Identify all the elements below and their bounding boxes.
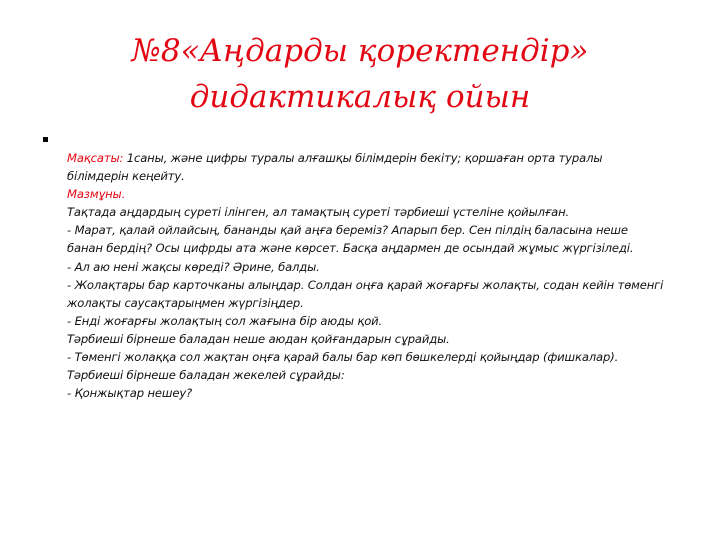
paragraph: Тәрбиеші бірнеше баладан жекелей сұрайды: bbox=[67, 368, 345, 383]
paragraph: - Марат, қалай ойлайсың, бананды қай аңға береміз? Апарып бер. Сен пілдің баласына неше банан бердің? Осы цифрды ата және көрсет. Басқа аңдармен де осындай жұмыс жүргізіледі. bbox=[67, 223, 634, 256]
paragraph: - Жолақтары бар карточканы алыңдар. Солдан оңға қарай жоғарғы жолақты, содан кейін төменгі жолақты саусақтарыңмен жүргізіңдер. bbox=[67, 277, 664, 310]
paragraph: - Ал аю нені жақсы көреді? Әрине, балды. bbox=[67, 259, 320, 274]
goal-text: 1саны, және цифры туралы алғашқы білімдерін бекіту; қоршаған орта туралы білімдерін кеңейту. bbox=[67, 151, 603, 184]
content-label: Мазмұны. bbox=[67, 187, 126, 202]
paragraph: Тәрбиеші бірнеше баладан неше аюдан қойғандарын сұрайды. bbox=[67, 331, 450, 346]
title-line-2: дидактикалық ойын bbox=[189, 79, 531, 115]
goal-label: Мақсаты: bbox=[67, 151, 124, 165]
square-bullet-icon bbox=[43, 137, 48, 142]
paragraph: - Төменгі жолаққа сол жақтан оңға қарай балы бар көп бөшкелерді қойыңдар (фишкалар). bbox=[67, 350, 619, 365]
paragraph: - Қонжықтар нешеу? bbox=[67, 386, 193, 401]
title-line-1: №8«Аңдарды қоректендір» bbox=[131, 33, 589, 69]
paragraph: - Енді жоғарғы жолақтың сол жағына бір аюды қой. bbox=[67, 313, 383, 328]
goal-paragraph bbox=[67, 149, 667, 185]
paragraph: Тақтада аңдардың суреті ілінген, ал тамақтың суреті тәрбиеші үстеліне қойылған. bbox=[67, 205, 570, 220]
slide-body bbox=[67, 149, 667, 402]
slide-title bbox=[0, 28, 720, 120]
